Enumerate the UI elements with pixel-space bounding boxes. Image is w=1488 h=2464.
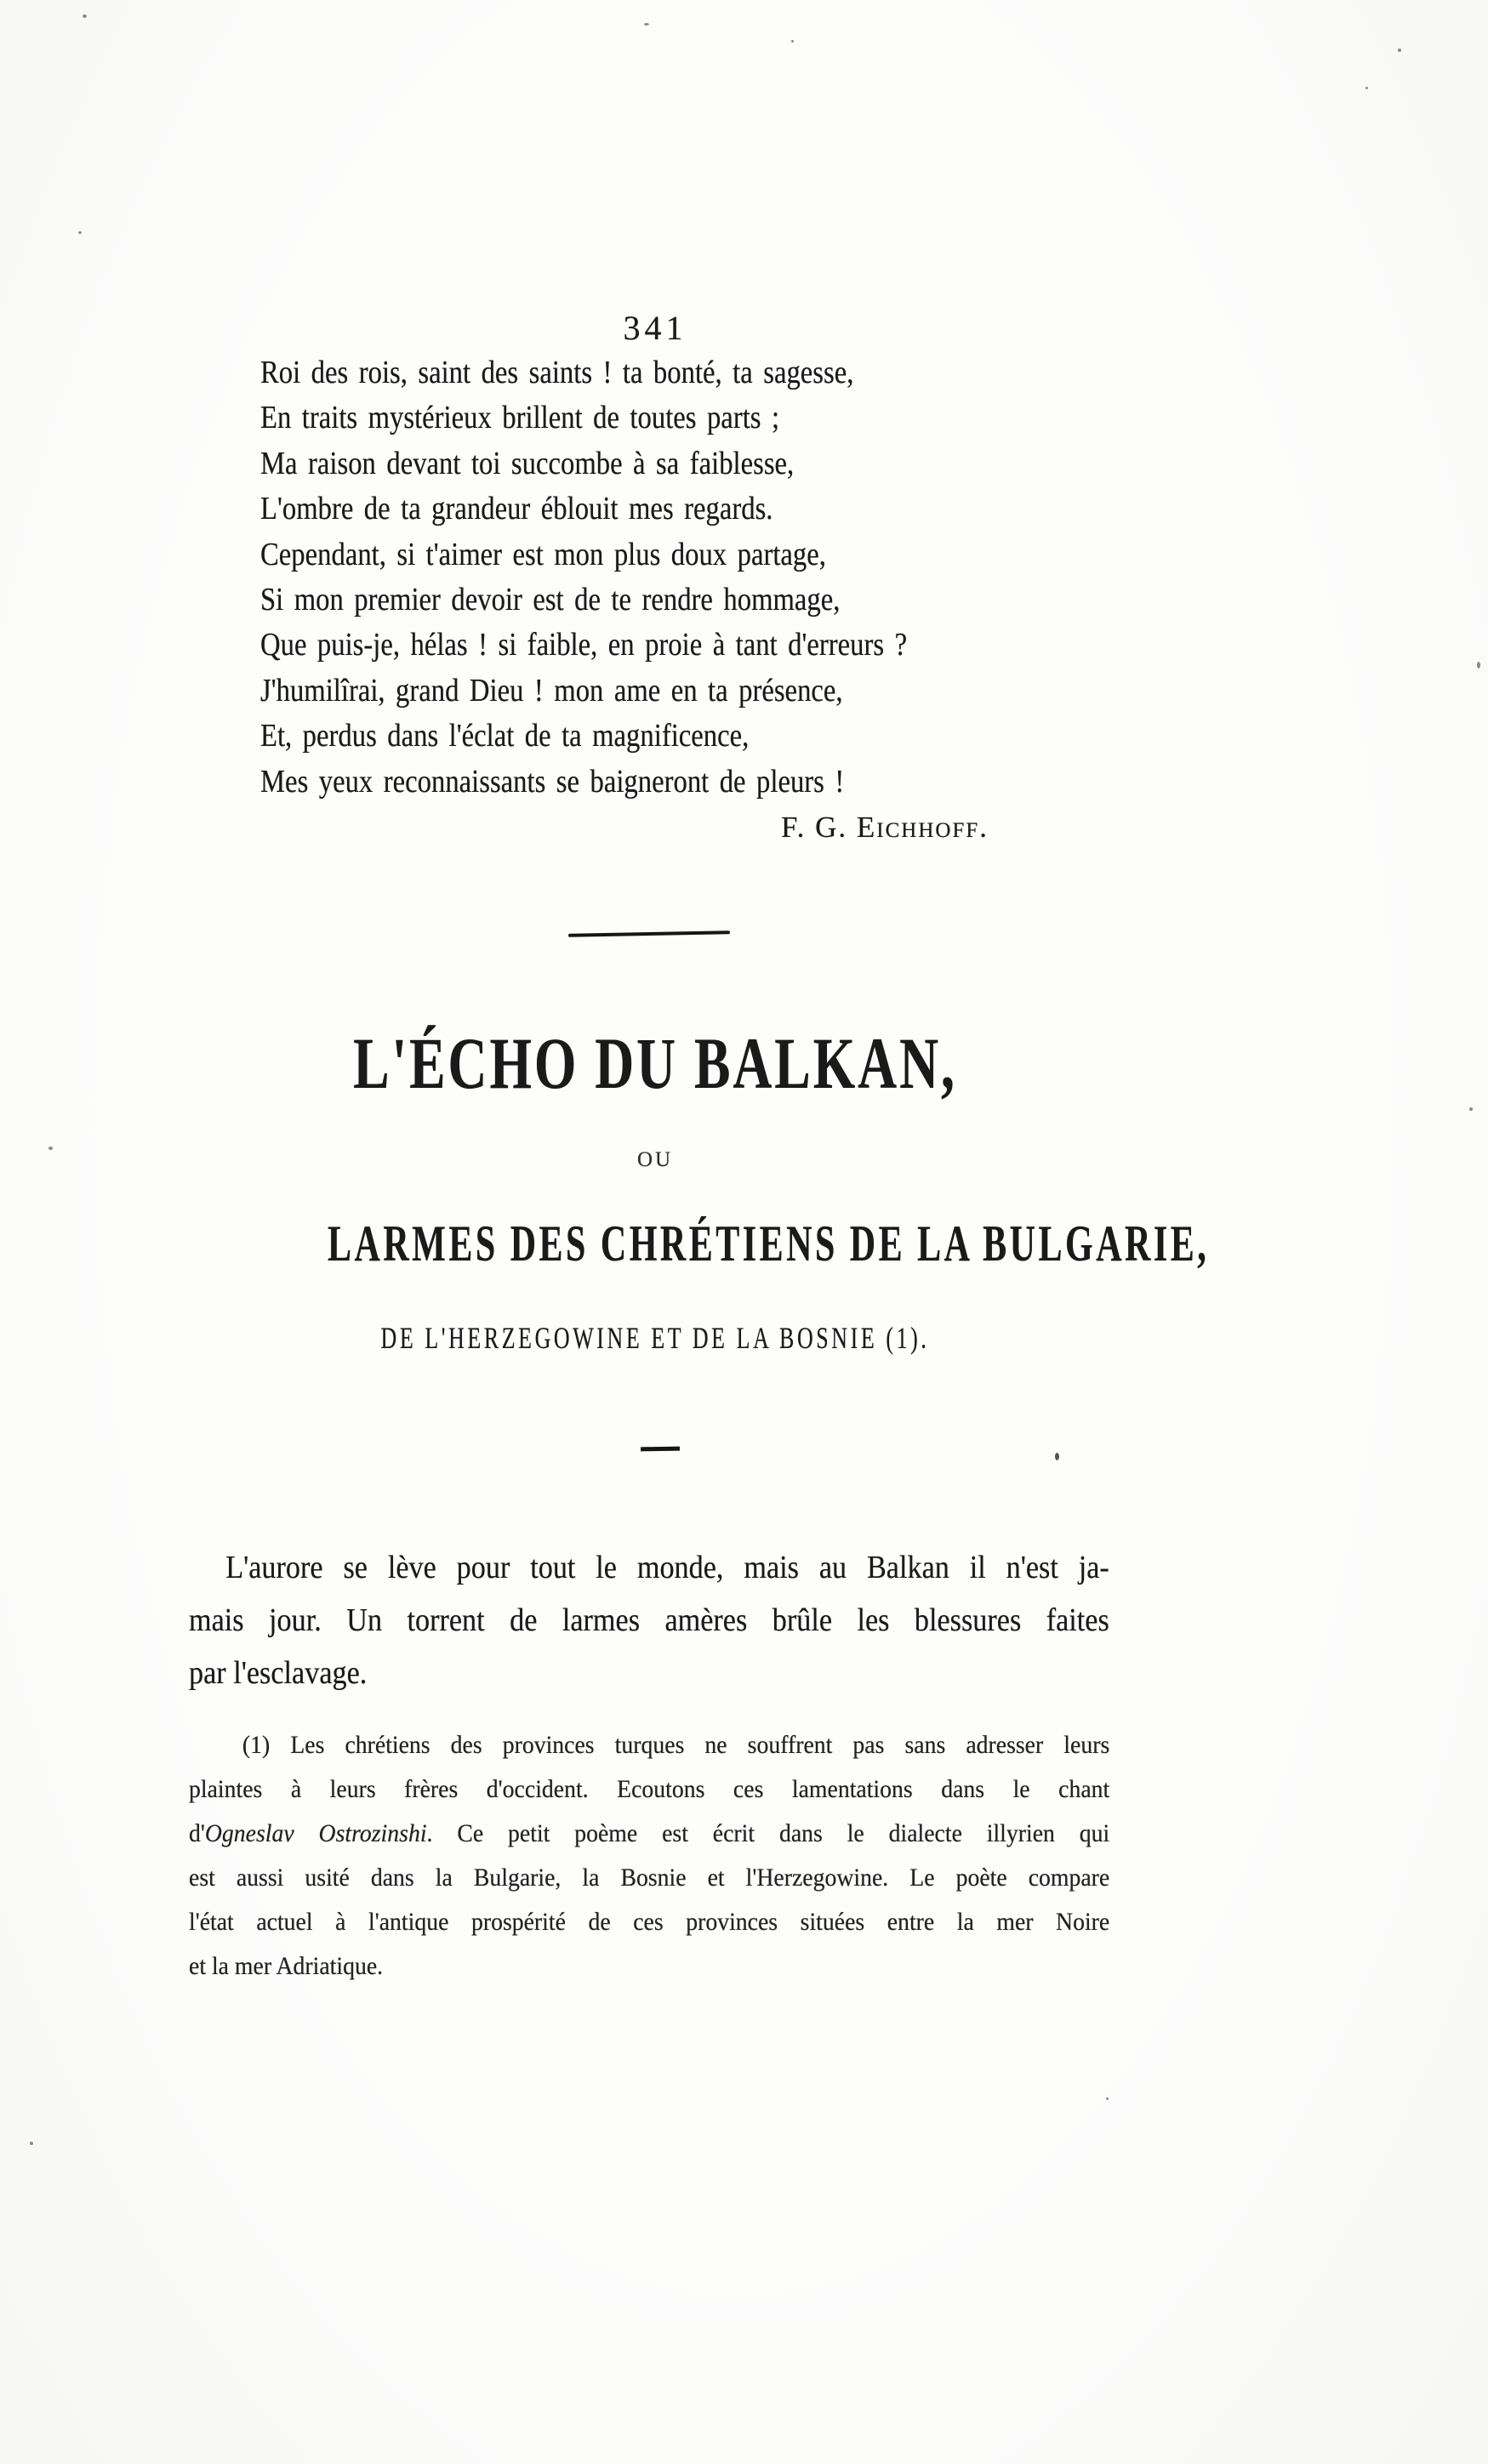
footnote [189, 1723, 1109, 1989]
scan-speck [30, 2142, 33, 2145]
article-title: L'ÉCHO DU BALKAN, [353, 1022, 957, 1104]
scan-speck [644, 23, 649, 26]
footnote-text: . Ce petit poème est écrit dans le dialecte illyrien qui [426, 1819, 1110, 1847]
article-region-line: DE L'HERZEGOWINE ET DE LA BOSNIE (1). [380, 1321, 930, 1355]
intro-paragraph [189, 1541, 1109, 1699]
scan-speck [1055, 1453, 1059, 1460]
footnote-line: et la mer Adriatique. [189, 1952, 384, 1980]
poem-line: L'ombre de ta grandeur éblouit mes regards. [260, 491, 773, 527]
poem-line: Et, perdus dans l'éclat de ta magnificence, [260, 718, 750, 754]
article-subtitle: LARMES DES CHRÉTIENS DE LA BULGARIE, [328, 1215, 1210, 1272]
intro-line: L'aurore se lève pour tout le monde, mais au Balkan il n'est ja- [225, 1550, 1109, 1585]
scan-speck [78, 231, 82, 234]
footnote-line: l'état actuel à l'antique prospérité de ces provinces situées entre la mer Noire [189, 1908, 1110, 1936]
poem-line: Si mon premier devoir est de te rendre hommage, [260, 582, 841, 618]
scan-speck [48, 1147, 53, 1150]
footnote-line: plaintes à leurs frères d'occident. Ecoutons ces lamentations dans le chant [189, 1775, 1110, 1803]
poem [260, 350, 1065, 805]
scan-speck [83, 14, 87, 18]
scan-speck [1365, 87, 1368, 89]
footnote-text: d' [189, 1819, 205, 1847]
scan-speck [791, 40, 794, 43]
poem-line: Roi des rois, saint des saints ! ta bonté, ta sagesse, [260, 355, 854, 390]
poem-line: J'humilîrai, grand Dieu ! mon ame en ta présence, [260, 672, 843, 708]
footnote-line: est aussi usité dans la Bulgarie, la Bosnie et l'Herzegowine. Le poète compare [189, 1864, 1110, 1892]
scan-speck [1398, 48, 1401, 52]
section-rule [568, 930, 730, 936]
poem-line: En traits mystérieux brillent de toutes parts ; [260, 400, 780, 436]
poem-line: Ma raison devant toi succombe à sa faiblesse, [260, 445, 795, 481]
intro-line: par l'esclavage. [189, 1655, 368, 1691]
intro-line: mais jour. Un torrent de larmes amères brûle les blessures faites [189, 1602, 1109, 1638]
poem-line: Que puis-je, hélas ! si faible, en proie à tant d'erreurs ? [260, 627, 908, 663]
dash-separator [641, 1447, 680, 1451]
footnote-line [189, 1812, 1109, 1856]
scan-speck [1106, 2097, 1109, 2100]
footnote-line: (1) Les chrétiens des provinces turques ne souffrent pas sans adresser leurs [242, 1731, 1110, 1759]
article-connector: OU [636, 1148, 674, 1171]
scan-speck [1469, 1107, 1473, 1111]
poem-line: Mes yeux reconnaissants se baigneront de pleurs ! [260, 763, 845, 800]
page-number: 341 [623, 309, 687, 347]
poem-line: Cependant, si t'aimer est mon plus doux partage, [260, 536, 826, 572]
scan-speck [1477, 662, 1480, 669]
footnote-italic-title: Ogneslav Ostrozinshi [204, 1819, 427, 1847]
poem-attribution: F. G. Eichhoff. [780, 811, 989, 844]
